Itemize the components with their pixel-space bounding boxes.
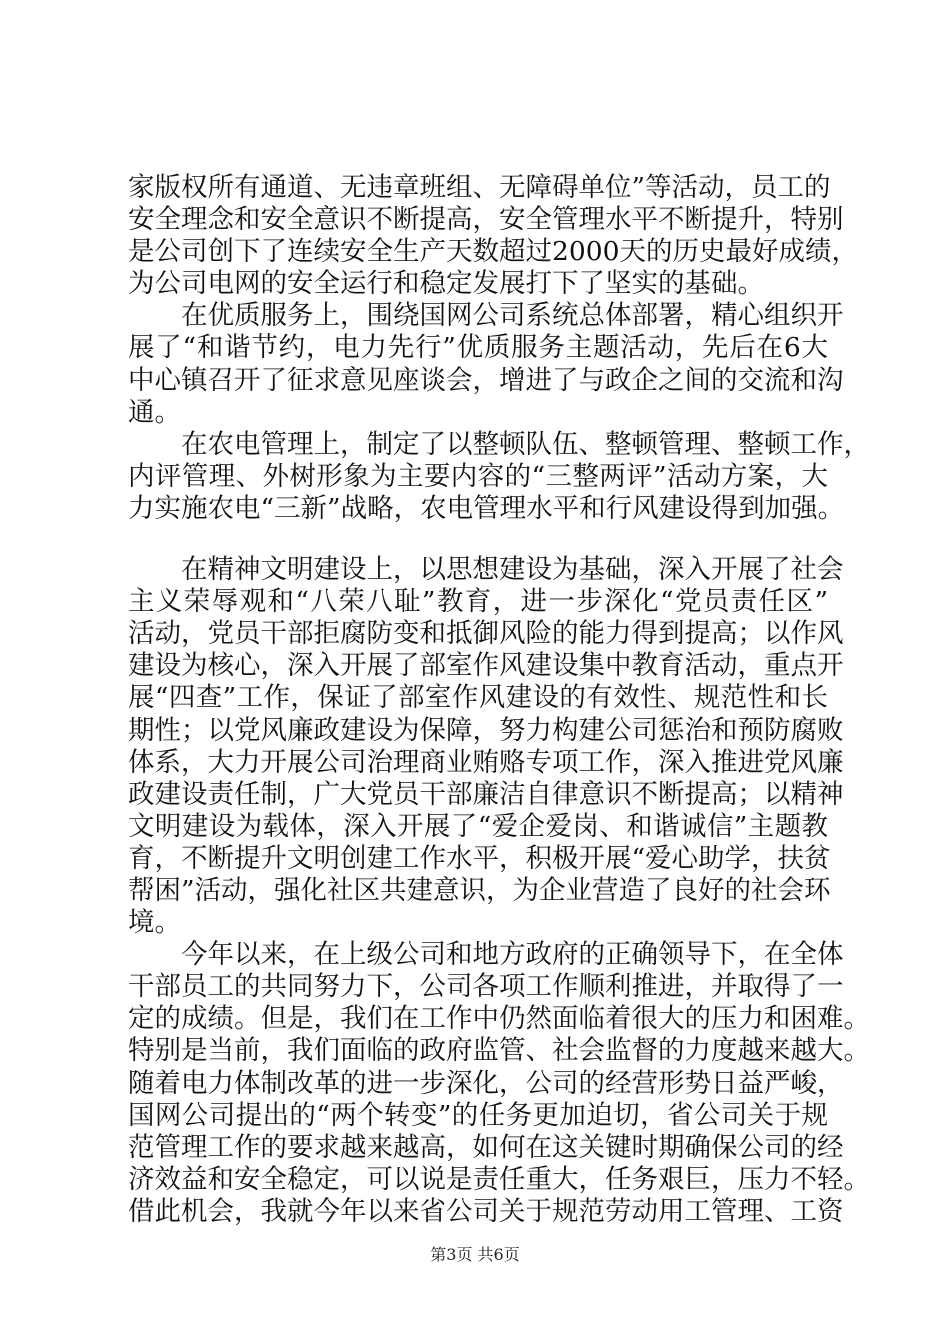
paragraph-quality-service: [128, 300, 844, 428]
text-line: 帮困”活动，强化社区共建意识，为企业营造了良好的社会环: [128, 874, 831, 906]
text-line: 境。: [128, 907, 181, 939]
text-line: 为公司电网的安全运行和稳定发展打下了坚实的基础。: [128, 268, 764, 300]
text-line: 安全理念和安全意识不断提高，安全管理水平不断提升，特别: [128, 204, 844, 236]
text-line: 政建设责任制，广大党员干部廉洁自律意识不断提高；以精神: [128, 778, 844, 810]
text-line: 范管理工作的要求越来越高，如何在这关键时期确保公司的经: [128, 1131, 844, 1163]
text-line: 展了“和谐节约，电力先行”优质服务主题活动，先后在6大: [128, 332, 828, 364]
paragraph-gap: [128, 525, 828, 554]
text-line: 今年以来，在上级公司和地方政府的正确领导下，在全体: [181, 939, 844, 971]
text-line: 中心镇召开了征求意见座谈会，增进了与政企之间的交流和沟: [128, 364, 844, 396]
text-line: 力实施农电“三新”战略，农电管理水平和行风建设得到加强。: [128, 492, 845, 524]
text-line: 干部员工的共同努力下，公司各项工作顺利推进，并取得了一: [128, 971, 844, 1003]
document-body: [128, 172, 870, 1228]
paragraph-this-year: [128, 939, 870, 1228]
text-line: 展“四查”工作，保证了部室作风建设的有效性、规范性和长: [128, 682, 828, 714]
page-number: 第3页 共6页: [430, 1245, 520, 1264]
text-line: 特别是当前，我们面临的政府监管、社会监督的力度越来越大。: [128, 1035, 870, 1067]
paragraph-rural-power: [128, 428, 870, 525]
text-line: 建设为核心，深入开展了部室作风建设集中教育活动，重点开: [128, 650, 844, 682]
text-line: 借此机会，我就今年以来省公司关于规范劳动用工管理、工资: [128, 1195, 844, 1227]
text-line: 在优质服务上，围绕国网公司系统总体部署，精心组织开: [181, 300, 844, 332]
text-line: 在精神文明建设上，以思想建设为基础，深入开展了社会: [181, 554, 844, 586]
paragraph-spiritual-civilization: [128, 554, 844, 939]
text-line: 定的成绩。但是，我们在工作中仍然面临着很大的压力和困难。: [128, 1003, 870, 1035]
text-line: 通。: [128, 396, 181, 428]
page-footer: [0, 1242, 950, 1265]
text-line: 在农电管理上，制定了以整顿队伍、整顿管理、整顿工作，: [181, 428, 870, 460]
paragraph-safety-continued: [128, 172, 858, 300]
text-line: 家版权所有通道、无违章班组、无障碍单位”等活动，员工的: [128, 172, 831, 203]
text-line: 随着电力体制改革的进一步深化，公司的经营形势日益严峻，: [128, 1067, 844, 1099]
text-line: 文明建设为载体，深入开展了“爱企爱岗、和谐诚信”主题教: [128, 810, 828, 842]
text-line: 是公司创下了连续安全生产天数超过2000天的历史最好成绩，: [128, 236, 858, 268]
text-line: 内评管理、外树形象为主要内容的“三整两评”活动方案，大: [128, 460, 828, 492]
text-line: 育，不断提升文明创建工作水平，积极开展“爱心助学，扶贫: [128, 842, 831, 874]
text-line: 国网公司提出的“两个转变”的任务更加迫切，省公司关于规: [128, 1099, 828, 1131]
text-line: 期性；以党风廉政建设为保障，努力构建公司惩治和预防腐败: [128, 714, 844, 746]
text-line: 主义荣辱观和“八荣八耻”教育，进一步深化“党员责任区”: [128, 586, 828, 618]
text-line: 体系，大力开展公司治理商业贿赂专项工作，深入推进党风廉: [128, 746, 844, 778]
text-line: 活动，党员干部拒腐防变和抵御风险的能力得到提高；以作风: [128, 618, 844, 650]
text-line: 济效益和安全稳定，可以说是责任重大，任务艰巨，压力不轻。: [128, 1163, 870, 1195]
